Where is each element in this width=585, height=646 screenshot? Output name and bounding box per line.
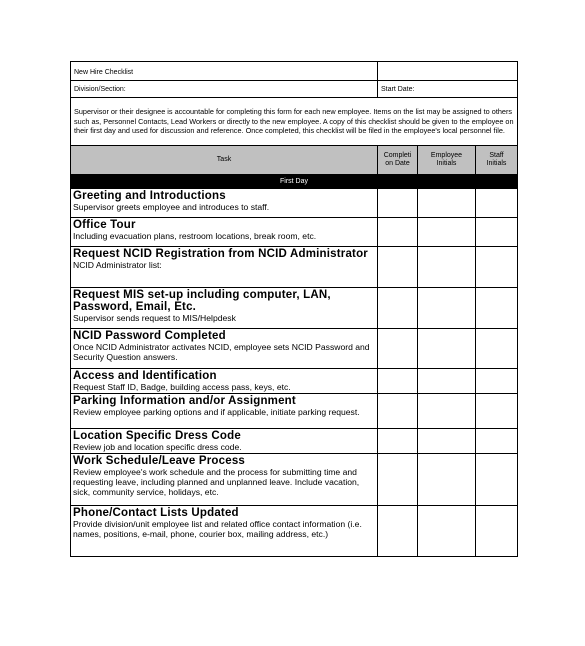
task-content xyxy=(71,288,377,323)
title-row xyxy=(71,62,517,81)
task-description: Review employee parking options and if applicable, initiate parking request. xyxy=(73,407,360,417)
task-content xyxy=(71,329,377,362)
header-task: Task xyxy=(71,146,378,174)
table-header xyxy=(71,146,517,175)
task-description: Request Staff ID, Badge, building access pass, keys, etc. xyxy=(73,382,291,392)
task-cell xyxy=(71,369,378,393)
section-band-first-day: First Day xyxy=(71,175,517,189)
header-employee-initials: Employee Initials xyxy=(418,146,476,174)
staff-initials-cell[interactable] xyxy=(476,189,517,217)
employee-initials-cell[interactable] xyxy=(418,189,476,217)
completion-date-cell[interactable] xyxy=(378,454,418,505)
table-row xyxy=(71,429,517,454)
task-description: Provide division/unit employee list and related office contact information (i.e. names, positions, e-mail, phone, courier box, mailing address, etc.) xyxy=(73,519,362,539)
task-cell xyxy=(71,429,378,453)
task-title: Phone/Contact Lists Updated xyxy=(73,507,239,519)
task-title: Location Specific Dress Code xyxy=(73,430,241,442)
employee-initials-cell[interactable] xyxy=(418,454,476,505)
task-description: Including evacuation plans, restroom locations, break room, etc. xyxy=(73,231,317,241)
staff-initials-cell[interactable] xyxy=(476,454,517,505)
task-cell xyxy=(71,247,378,287)
division-field[interactable]: Division/Section: xyxy=(71,81,378,97)
task-content xyxy=(71,369,377,392)
intro-row xyxy=(71,98,517,146)
staff-initials-cell[interactable] xyxy=(476,288,517,328)
completion-date-cell[interactable] xyxy=(378,329,418,368)
checklist-sheet xyxy=(70,61,518,557)
employee-initials-cell[interactable] xyxy=(418,329,476,368)
division-row xyxy=(71,81,517,98)
completion-date-cell[interactable] xyxy=(378,288,418,328)
employee-initials-cell[interactable] xyxy=(418,369,476,393)
task-content xyxy=(71,218,377,241)
employee-initials-cell[interactable] xyxy=(418,288,476,328)
staff-initials-cell[interactable] xyxy=(476,429,517,453)
employee-initials-cell[interactable] xyxy=(418,429,476,453)
table-row xyxy=(71,247,517,288)
employee-initials-cell[interactable] xyxy=(418,394,476,428)
table-row xyxy=(71,288,517,329)
task-list xyxy=(71,189,517,556)
table-row xyxy=(71,218,517,247)
staff-initials-cell[interactable] xyxy=(476,247,517,287)
employee-initials-cell[interactable] xyxy=(418,506,476,556)
staff-initials-cell[interactable] xyxy=(476,329,517,368)
task-title: NCID Password Completed xyxy=(73,330,226,342)
table-row xyxy=(71,506,517,556)
task-content xyxy=(71,394,377,417)
task-cell xyxy=(71,454,378,505)
task-cell xyxy=(71,506,378,556)
task-title: Access and Identification xyxy=(73,370,217,382)
intro-text: Supervisor or their designee is accountable for completing this form for each new employee. Items on the list may be assigned to others such as, Personnel Contacts, Lead Workers or directly to the new employee. A copy of this checklist should be given to the employee on their first day and used for discussion and reference. Once completed, this checklist will be filed in the employee's local personnel file. xyxy=(74,107,514,136)
task-description: Supervisor greets employee and introduces to staff. xyxy=(73,202,270,212)
header-completion-date: Completi on Date xyxy=(378,146,418,174)
employee-initials-cell[interactable] xyxy=(418,247,476,287)
completion-date-cell[interactable] xyxy=(378,247,418,287)
completion-date-cell[interactable] xyxy=(378,189,418,217)
completion-date-cell[interactable] xyxy=(378,369,418,393)
table-row xyxy=(71,369,517,394)
completion-date-cell[interactable] xyxy=(378,429,418,453)
completion-date-cell[interactable] xyxy=(378,394,418,428)
staff-initials-cell[interactable] xyxy=(476,369,517,393)
task-title: Work Schedule/Leave Process xyxy=(73,455,246,467)
task-content xyxy=(71,247,377,270)
staff-initials-cell[interactable] xyxy=(476,218,517,246)
task-content xyxy=(71,454,377,497)
completion-date-cell[interactable] xyxy=(378,506,418,556)
task-title: Greeting and Introductions xyxy=(73,190,226,202)
table-row xyxy=(71,394,517,429)
task-cell xyxy=(71,189,378,217)
task-description: Once NCID Administrator activates NCID, employee sets NCID Password and Security Question answers. xyxy=(73,342,370,362)
employee-initials-cell[interactable] xyxy=(418,218,476,246)
task-cell xyxy=(71,218,378,246)
task-description: Review job and location specific dress code. xyxy=(73,442,242,452)
header-staff-initials: Staff Initials xyxy=(486,152,507,167)
task-title: Request MIS set-up including computer, LAN, Password, Email, Etc. xyxy=(73,289,331,313)
task-description: Supervisor sends request to MIS/Helpdesk xyxy=(73,313,236,323)
start-date-field[interactable]: Start Date: xyxy=(381,86,415,93)
table-row xyxy=(71,454,517,506)
task-content xyxy=(71,429,377,452)
task-content xyxy=(71,506,377,539)
completion-date-cell[interactable] xyxy=(378,218,418,246)
task-description: Review employee's work schedule and the process for submitting time and requesting leave, including planned and unplanned leave. Include vacation, sick, community service, holidays, etc. xyxy=(73,467,360,497)
staff-initials-cell[interactable] xyxy=(476,506,517,556)
staff-initials-cell[interactable] xyxy=(476,394,517,428)
title-row-blank xyxy=(378,62,517,80)
task-description: NCID Administrator list: xyxy=(73,260,162,270)
task-cell xyxy=(71,329,378,368)
form-title: New Hire Checklist xyxy=(71,62,378,80)
table-row xyxy=(71,329,517,369)
table-row xyxy=(71,189,517,218)
task-title: Parking Information and/or Assignment xyxy=(73,395,296,407)
task-title: Request NCID Registration from NCID Administrator xyxy=(73,248,368,260)
task-cell xyxy=(71,288,378,328)
task-cell xyxy=(71,394,378,428)
task-content xyxy=(71,189,377,212)
task-title: Office Tour xyxy=(73,219,136,231)
